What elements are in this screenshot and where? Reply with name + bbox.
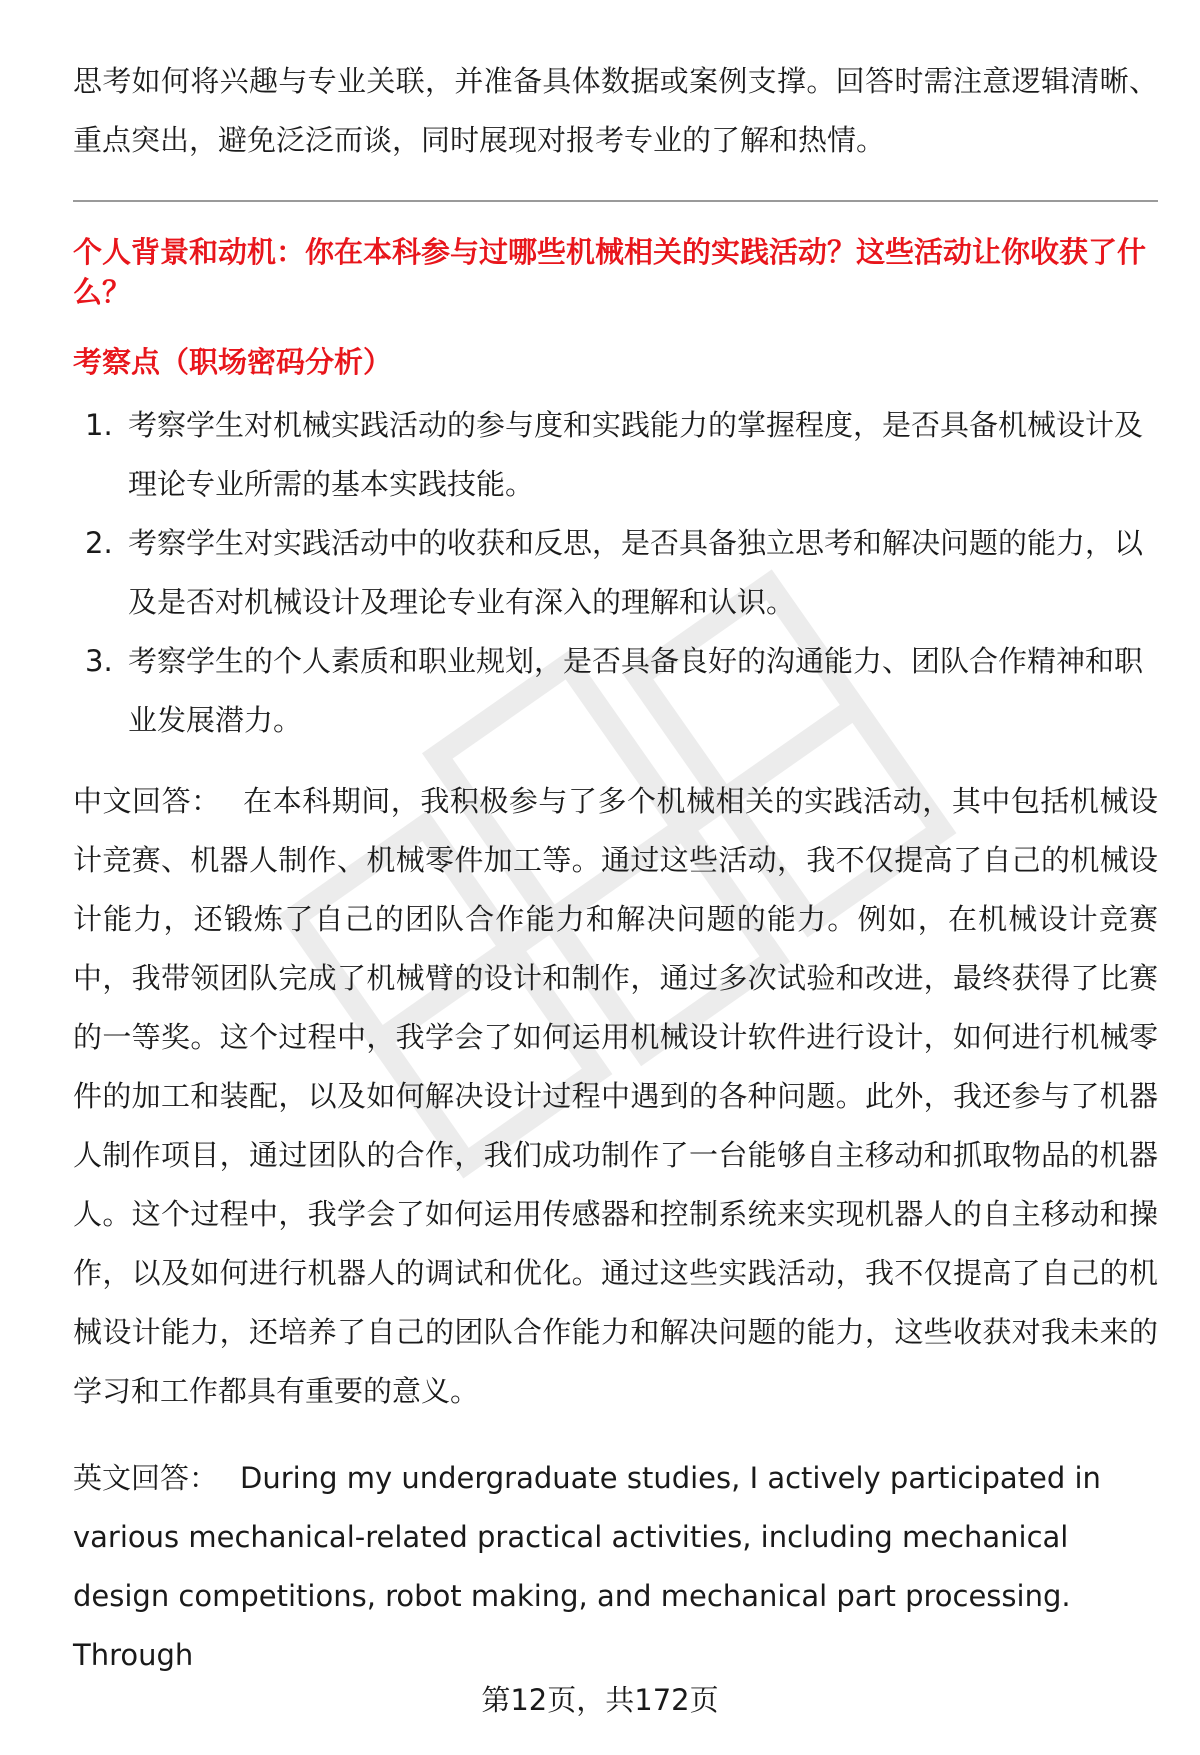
list-item-text: 考察学生对实践活动中的收获和反思，是否具备独立思考和解决问题的能力，以及是否对机械设计及理论专业有深入的理解和认识。 [128, 526, 1144, 619]
list-item-number: 3. [85, 644, 113, 678]
list-item [73, 514, 1158, 632]
list-item-number: 1. [85, 408, 113, 442]
chinese-answer-text: 在本科期间，我积极参与了多个机械相关的实践活动，其中包括机械设计竞赛、机器人制作、机械零件加工等。通过这些活动，我不仅提高了自己的机械设计能力，还锻炼了自己的团队合作能力和解决问题的能力。例如，在机械设计竞赛中，我带领团队完成了机械臂的设计和制作，通过多次试验和改进，最终获得了比赛的一等奖。这个过程中，我学会了如何运用机械设计软件进行设计，如何进行机械零件的加工和装配，以及如何解决设计过程中遇到的各种问题。此外，我还参与了机器人制作项目，通过团队的合作，我们成功制作了一台能够自主移动和抓取物品的机器人。这个过程中，我学会了如何运用传感器和控制系统来实现机器人的自主移动和操作，以及如何进行机器人的调试和优化。通过这些实践活动，我不仅提高了自己的机械设计能力，还培养了自己的团队合作能力和解决问题的能力，这些收获对我未来的学习和工作都具有重要的意义。 [73, 784, 1158, 1408]
question-heading: 个人背景和动机：你在本科参与过哪些机械相关的实践活动？这些活动让你收获了什么？ [73, 235, 1147, 309]
chinese-answer-label: 中文回答： [73, 784, 221, 818]
page-content [73, 52, 1158, 1685]
assessment-points-list [73, 396, 1158, 750]
list-item [73, 396, 1158, 514]
english-answer-label: 英文回答： [73, 1461, 219, 1495]
section-divider [73, 200, 1158, 202]
chinese-answer [73, 772, 1158, 1421]
english-answer-text: During my undergraduate studies, I actively participated in various mechanical-related practical activities, including mechanical design competitions, robot making, and mechanical part processing. Through [73, 1461, 1101, 1672]
list-item [73, 632, 1158, 750]
intro-paragraph: 思考如何将兴趣与专业关联，并准备具体数据或案例支撑。回答时需注意逻辑清晰、重点突出，避免泛泛而谈，同时展现对报考专业的了解和热情。 [73, 64, 1158, 157]
list-item-text: 考察学生对机械实践活动的参与度和实践能力的掌握程度，是否具备机械设计及理论专业所需的基本实践技能。 [128, 408, 1144, 501]
assessment-points-heading: 考察点（职场密码分析） [73, 345, 393, 379]
list-item-number: 2. [85, 526, 113, 560]
english-answer [73, 1449, 1158, 1685]
list-item-text: 考察学生的个人素质和职业规划，是否具备良好的沟通能力、团队合作精神和职业发展潜力。 [128, 644, 1144, 737]
page-number-footer: 第12页，共172页 [481, 1683, 719, 1717]
